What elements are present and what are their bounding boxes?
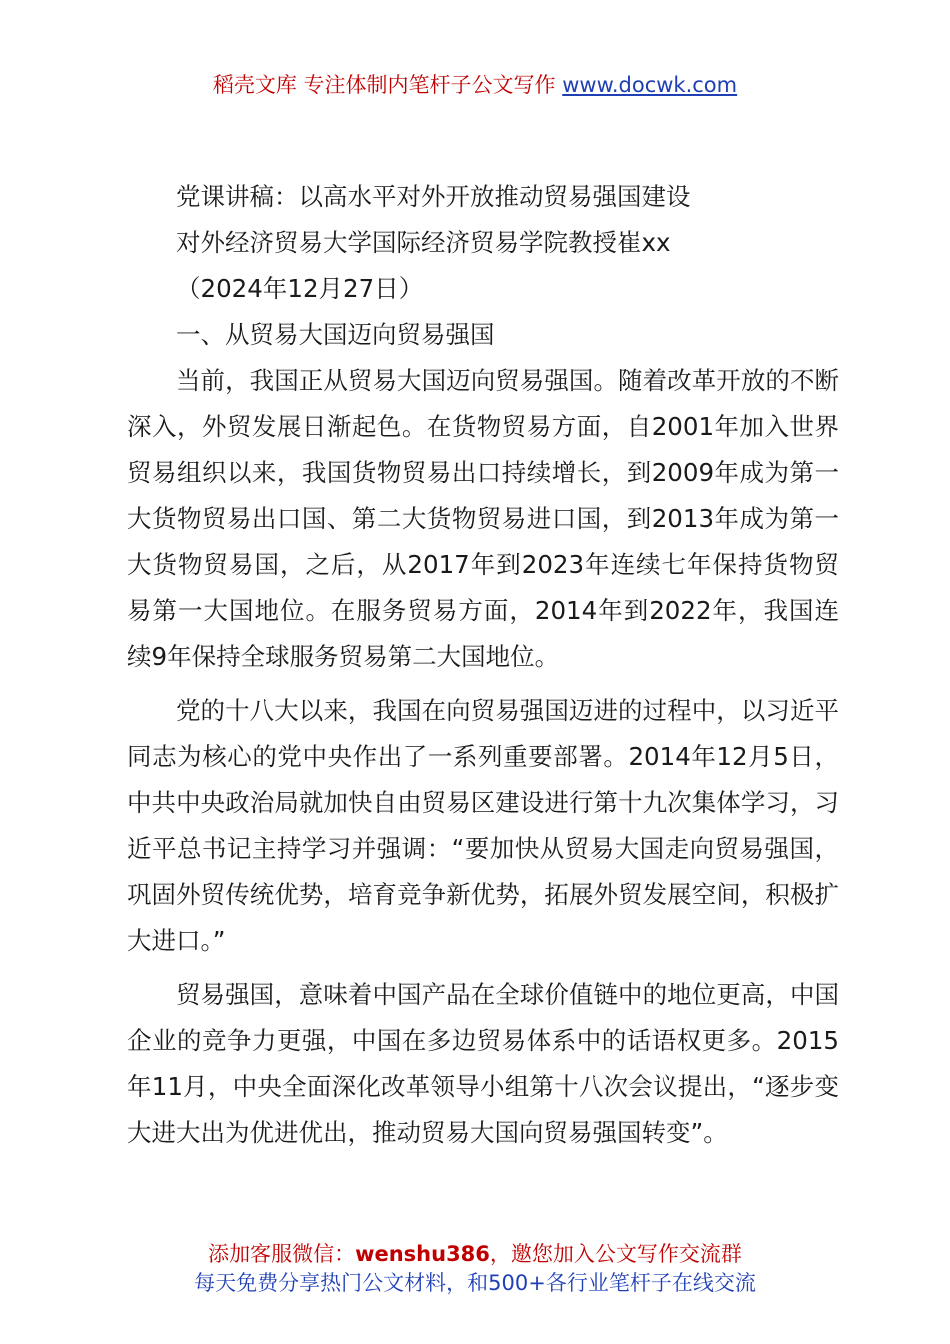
header-link[interactable]: www.docwk.com: [562, 73, 738, 97]
header-slogan: 稻壳文库 专注体制内笔杆子公文写作: [212, 73, 556, 97]
section-heading: 一、从贸易大国迈向贸易强国: [176, 320, 495, 349]
document-date: （2024年12月27日）: [176, 274, 424, 303]
document-author: 对外经济贸易大学国际经济贸易学院教授崔xx: [176, 228, 671, 257]
site-footer: [0, 1240, 950, 1298]
document-body: [127, 174, 839, 1156]
wechat-id: wenshu386: [355, 1242, 490, 1266]
footer-wechat-line: [0, 1240, 950, 1269]
paragraph: 贸易强国，意味着中国产品在全球价值链中的地位更高，中国企业的竞争力更强，中国在多边贸易体系中的话语权更多。2015年11月，中央全面深化改革领导小组第十八次会议提出，“逐步变大进大出为优进优出，推动贸易大国向贸易强国转变”。: [127, 980, 839, 1147]
paragraph: 党的十八大以来，我国在向贸易强国迈进的过程中，以习近平同志为核心的党中央作出了一系列重要部署。2014年12月5日，中共中央政治局就加快自由贸易区建设进行第十九次集体学习，习近平总书记主持学习并强调：“要加快从贸易大国走向贸易强国，巩固外贸传统优势，培育竞争新优势，拓展外贸发展空间，积极扩大进口。”: [127, 696, 839, 955]
footer-suffix: ，邀您加入公文写作交流群: [489, 1242, 742, 1266]
site-header: [0, 70, 950, 100]
document-title: 党课讲稿：以高水平对外开放推动贸易强国建设: [176, 182, 691, 211]
footer-promo-line: 每天免费分享热门公文材料，和500+各行业笔杆子在线交流: [194, 1271, 756, 1295]
footer-prefix: 添加客服微信：: [208, 1242, 356, 1266]
paragraph: 当前，我国正从贸易大国迈向贸易强国。随着改革开放的不断深入，外贸发展日渐起色。在货物贸易方面，自2001年加入世界贸易组织以来，我国货物贸易出口持续增长，到2009年成为第一大货物贸易出口国、第二大货物贸易进口国，到2013年成为第一大货物贸易国，之后，从2017年到2023年连续七年保持货物贸易第一大国地位。在服务贸易方面，2014年到2022年，我国连续9年保持全球服务贸易第二大国地位。: [127, 366, 839, 671]
